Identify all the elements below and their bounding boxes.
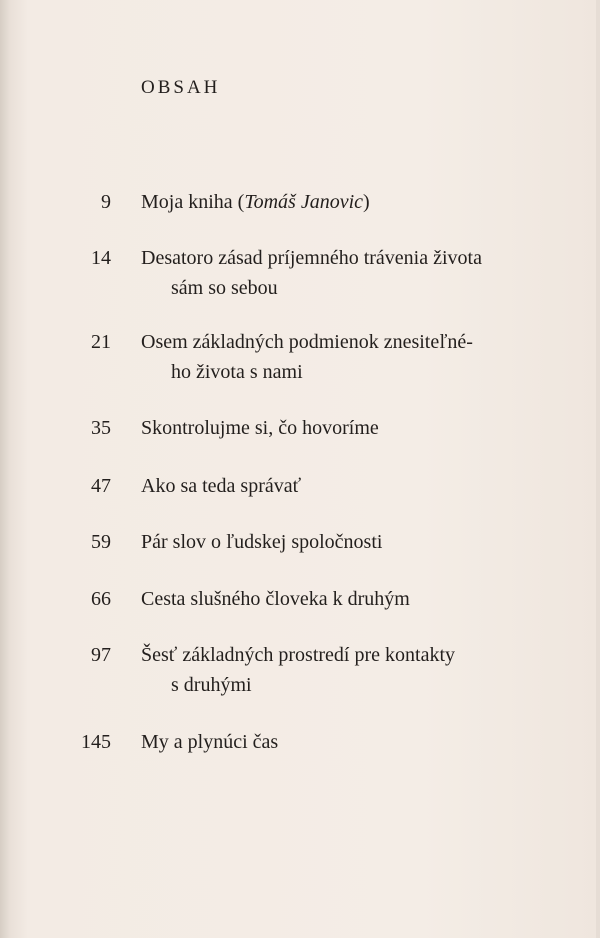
toc-title-line: Desatoro zásad príjemného trávenia života xyxy=(141,247,482,269)
toc-page-number: 21 xyxy=(91,331,111,353)
toc-title-line: Pár slov o ľudskej spoločnosti xyxy=(141,531,383,553)
toc-title-line: sám so sebou xyxy=(171,277,278,299)
toc-title xyxy=(141,327,541,387)
toc-title-line: s druhými xyxy=(171,674,252,696)
toc-title-line: Osem základných podmienok znesiteľné- xyxy=(141,331,473,353)
toc-page-number: 47 xyxy=(91,475,111,497)
toc-title-line: Ako sa teda správať xyxy=(141,475,302,497)
toc-page-number: 66 xyxy=(91,588,111,610)
page-edge xyxy=(596,0,600,938)
toc-title-text: Moja kniha ( xyxy=(141,191,245,213)
toc-title xyxy=(141,471,541,501)
toc-title-line: Cesta slušného človeka k druhým xyxy=(141,588,410,610)
toc-title-line: Šesť základných prostredí pre kontakty xyxy=(141,644,456,666)
toc-page-number: 14 xyxy=(91,247,111,269)
toc-title xyxy=(141,527,541,557)
toc-title-author: Tomáš Janovic xyxy=(244,191,364,213)
toc-page-number: 9 xyxy=(101,191,111,213)
toc-title xyxy=(141,727,541,757)
toc-title-line: Skontrolujme si, čo hovoríme xyxy=(141,417,379,439)
toc-title-line: My a plynúci čas xyxy=(141,731,279,753)
toc-title xyxy=(141,187,541,217)
toc-title xyxy=(141,413,541,443)
toc-title-text-end: ) xyxy=(363,191,370,213)
toc-title-line: ho života s nami xyxy=(171,361,303,383)
toc-page-number: 35 xyxy=(91,417,111,439)
toc-page-number: 97 xyxy=(91,644,111,666)
toc-page-number: 59 xyxy=(91,531,111,553)
contents-heading: OBSAH xyxy=(141,77,221,98)
toc-title xyxy=(141,243,541,303)
toc-page-number: 145 xyxy=(81,731,111,753)
toc-title xyxy=(141,640,541,700)
toc-title xyxy=(141,584,541,614)
